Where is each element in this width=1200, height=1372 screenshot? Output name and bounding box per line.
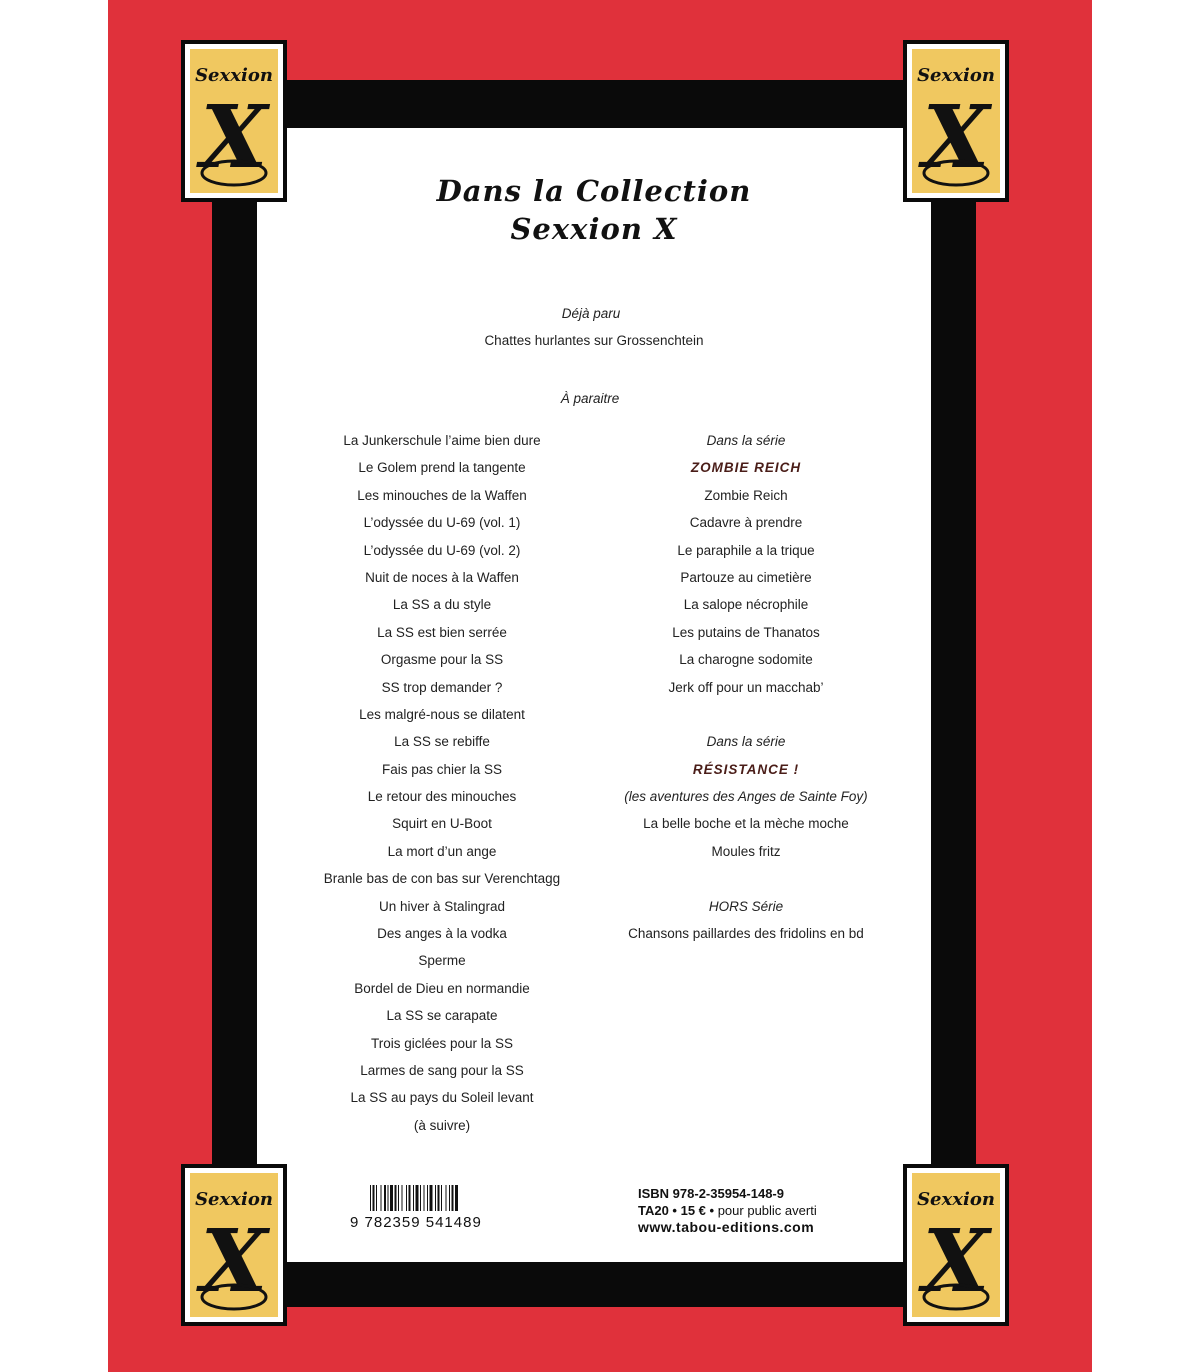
list-item: La belle boche et la mèche moche [643, 816, 849, 832]
list-item: Un hiver à Stalingrad [378, 898, 506, 914]
list-item: La SS est bien serrée [377, 624, 507, 640]
series-label: Dans la série [706, 433, 786, 448]
badge-letter: X [200, 87, 268, 188]
list-item: Squirt en U-Boot [392, 816, 492, 832]
list-item: L’odyssée du U-69 (vol. 1) [363, 515, 521, 531]
list-item: La salope nécrophile [683, 597, 809, 613]
list-item: Les putains de Thanatos [672, 624, 820, 640]
list-item: La Junkerschule l’aime bien dure [343, 433, 541, 448]
list-item: Fais pas chier la SS [381, 761, 503, 777]
ean-number: 9 782359 541489 [350, 1214, 482, 1231]
a-paraitre-label: À paraitre [560, 391, 620, 406]
series-name: ZOMBIE REICH [690, 460, 802, 476]
list-item: (à suivre) [413, 1117, 471, 1133]
badge-word: Sexxion [195, 1189, 273, 1210]
list-item: Le retour des minouches [367, 789, 517, 805]
price-text: TA20 • 15 € • [638, 1203, 715, 1218]
deja-paru-label: Déjà paru [561, 306, 621, 321]
list-item: Partouze au cimetière [680, 569, 812, 585]
list-item: Le paraphile a la trique [677, 542, 815, 558]
badge-letter: X [922, 1211, 990, 1312]
series-titles-list [596, 432, 896, 952]
series-label: HORS Série [708, 898, 784, 914]
list-item: Nuit de noces à la Waffen [365, 569, 519, 585]
list-item: Chansons paillardes des fridolins en bd [628, 926, 864, 942]
list-item: Le Golem prend la tangente [358, 460, 526, 476]
series-label: Dans la série [706, 734, 786, 750]
badge-word: Sexxion [917, 65, 995, 86]
list-item: La SS se rebiffe [394, 734, 490, 750]
series-name: RÉSISTANCE ! [692, 761, 800, 777]
sexxion-x-logo-bottom-left [181, 1164, 287, 1326]
series-subtitle: (les aventures des Anges de Sainte Foy) [624, 789, 868, 805]
list-item: Jerk off pour un macchab’ [668, 679, 824, 695]
list-item: Cadavre à prendre [689, 515, 803, 531]
list-item: Larmes de sang pour la SS [360, 1062, 524, 1078]
spacer [596, 870, 896, 897]
list-item: Sperme [418, 953, 466, 969]
list-item: Branle bas de con bas sur Verenchtagg [323, 871, 561, 887]
badge-letter: X [922, 87, 990, 188]
badge-word: Sexxion [195, 65, 273, 86]
list-item: Moules fritz [711, 843, 781, 859]
list-item: L’odyssée du U-69 (vol. 2) [363, 542, 521, 558]
list-item: Orgasme pour la SS [380, 652, 504, 668]
list-item: SS trop demander ? [381, 679, 503, 695]
badge-word: Sexxion [917, 1189, 995, 1210]
list-item: La charogne sodomite [679, 652, 813, 668]
list-item: Les malgré-nous se dilatent [359, 706, 525, 722]
collection-title-line1: Dans la Collection [436, 174, 752, 208]
list-item: Zombie Reich [704, 487, 788, 503]
list-item: Des anges à la vodka [377, 926, 507, 942]
list-item: Trois giclées pour la SS [370, 1035, 514, 1051]
deja-paru-title: Chattes hurlantes sur Grossenchtein [484, 333, 704, 348]
badge-letter: X [200, 1211, 268, 1312]
publication-info [638, 1185, 817, 1236]
public-text: pour public averti [717, 1203, 817, 1218]
upcoming-titles-list [292, 432, 592, 1144]
collection-title-line2: Sexxion X [510, 212, 678, 246]
list-item: La SS a du style [392, 597, 492, 613]
list-item: La SS au pays du Soleil levant [350, 1090, 534, 1106]
spacer [596, 706, 896, 733]
list-item: Les minouches de la Waffen [357, 487, 527, 503]
list-item: Bordel de Dieu en normandie [354, 980, 530, 996]
website-text: www.tabou-editions.com [638, 1219, 815, 1235]
list-item: La mort d’un ange [387, 843, 497, 859]
list-item: La SS se carapate [386, 1008, 498, 1024]
isbn-text: ISBN 978-2-35954-148-9 [638, 1186, 784, 1201]
sexxion-x-logo-bottom-right [903, 1164, 1009, 1326]
